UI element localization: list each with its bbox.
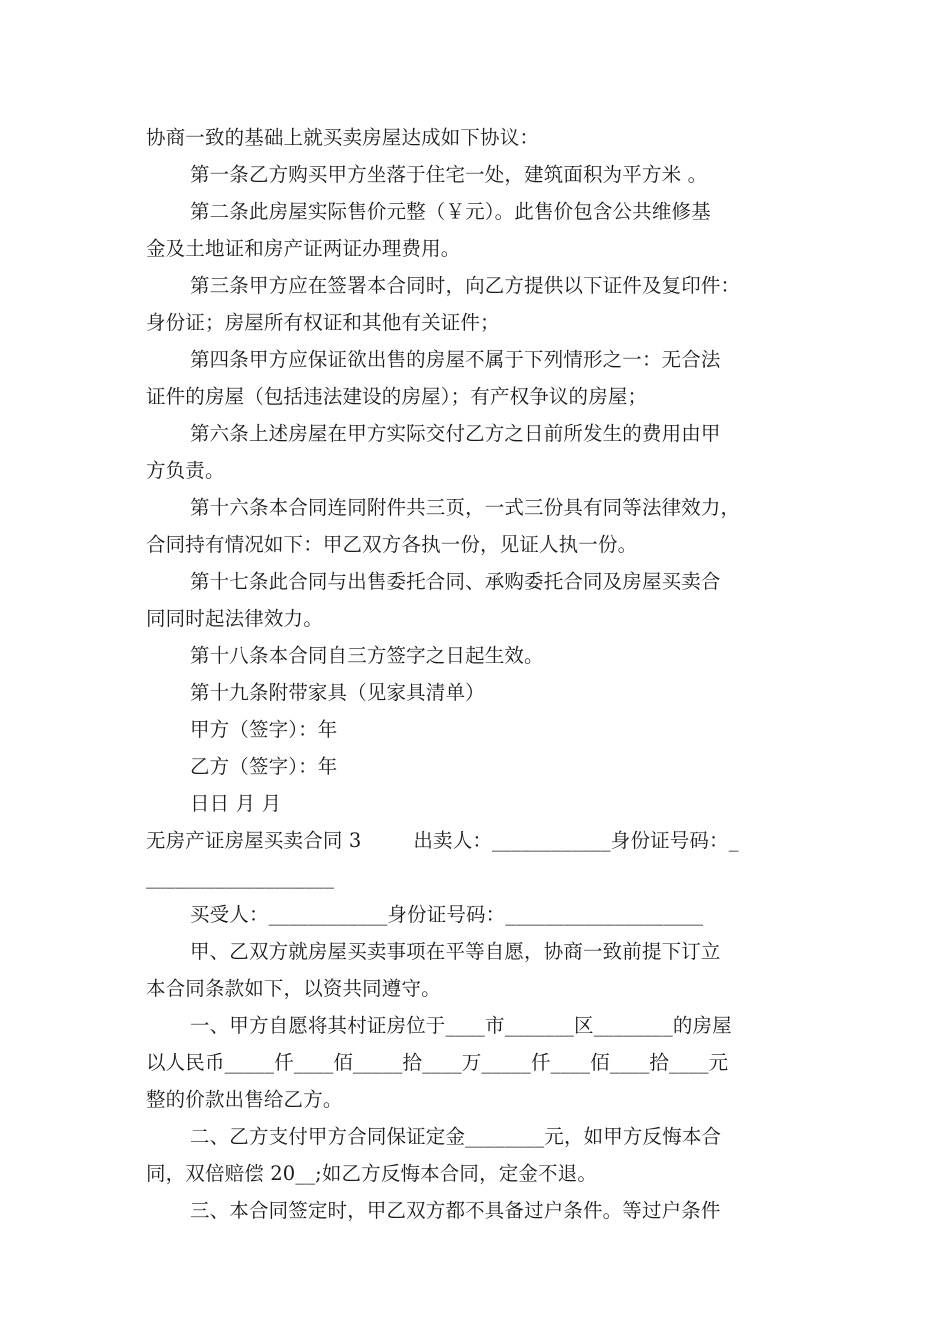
- document-line: 第六条上述房屋在甲方实际交付乙方之日前所发生的费用由甲: [190, 422, 721, 445]
- document-line: 日日 月 月: [190, 792, 282, 815]
- document-line: 以人民币_____仟____佰_____拾____万_____仟____佰____拾____元: [146, 1051, 729, 1074]
- document-line: 甲、乙双方就房屋买卖事项在平等自愿，协商一致前提下订立: [190, 940, 721, 963]
- document-line: 整的价款出售给乙方。: [146, 1088, 343, 1111]
- document-line: 第十九条附带家具（见家具清单）: [190, 681, 485, 704]
- document-line: ___________________: [146, 866, 335, 889]
- document-line: 本合同条款如下，以资共同遵守。: [146, 977, 441, 1000]
- contract-title: 无房产证房屋买卖合同 3: [146, 829, 362, 852]
- document-body: [146, 119, 826, 1229]
- document-line: 第十七条此合同与出售委托合同、承购委托合同及房屋买卖合: [190, 570, 721, 593]
- seller-field: 出卖人：____________身份证号码：_: [413, 829, 739, 852]
- document-line: 买受人：____________身份证号码：____________________: [190, 903, 704, 926]
- document-line: 方负责。: [146, 459, 225, 482]
- document-line: 第十六条本合同连同附件共三页，一式三份具有同等法律效力，: [190, 496, 741, 519]
- document-line: 第一条乙方购买甲方坐落于住宅一处，建筑面积为平方米 。: [190, 163, 708, 186]
- document-line: 二、乙方支付甲方合同保证定金________元，如甲方反悔本合: [190, 1125, 722, 1148]
- contract-clauses-part2: [146, 859, 826, 1229]
- document-line: 第二条此房屋实际售价元整（￥元）。此售价包含公共维修基: [190, 200, 711, 223]
- document-line: 证件的房屋（包括违法建设的房屋）；有产权争议的房屋；: [146, 385, 648, 408]
- document-line: 乙方（签字）：年: [190, 755, 338, 778]
- contract-clauses-part1: [146, 119, 826, 822]
- document-line: 同同时起法律效力。: [146, 607, 323, 630]
- document-line: 甲方（签字）：年: [190, 718, 338, 741]
- document-line: 第十八条本合同自三方签字之日起生效。: [190, 644, 544, 667]
- document-line: 三、本合同签定时，甲乙双方都不具备过户条件。等过户条件: [190, 1199, 721, 1222]
- document-line: 身份证；房屋所有权证和其他有关证件；: [146, 311, 500, 334]
- document-line: 一、甲方自愿将其村证房位于____市_______区________的房屋: [190, 1014, 732, 1037]
- document-line: 金及土地证和房产证两证办理费用。: [146, 237, 461, 260]
- document-line: 第三条甲方应在签署本合同时，向乙方提供以下证件及复印件：: [190, 274, 741, 297]
- document-line: 第四条甲方应保证欲出售的房屋不属于下列情形之一：无合法: [190, 348, 721, 371]
- document-line: 协商一致的基础上就买卖房屋达成如下协议：: [146, 126, 540, 149]
- contract-title-line: [146, 822, 826, 859]
- document-line: 合同持有情况如下：甲乙双方各执一份，见证人执一份。: [146, 533, 638, 556]
- document-line: 同，双倍赔偿 20__;如乙方反悔本合同，定金不退。: [146, 1162, 597, 1185]
